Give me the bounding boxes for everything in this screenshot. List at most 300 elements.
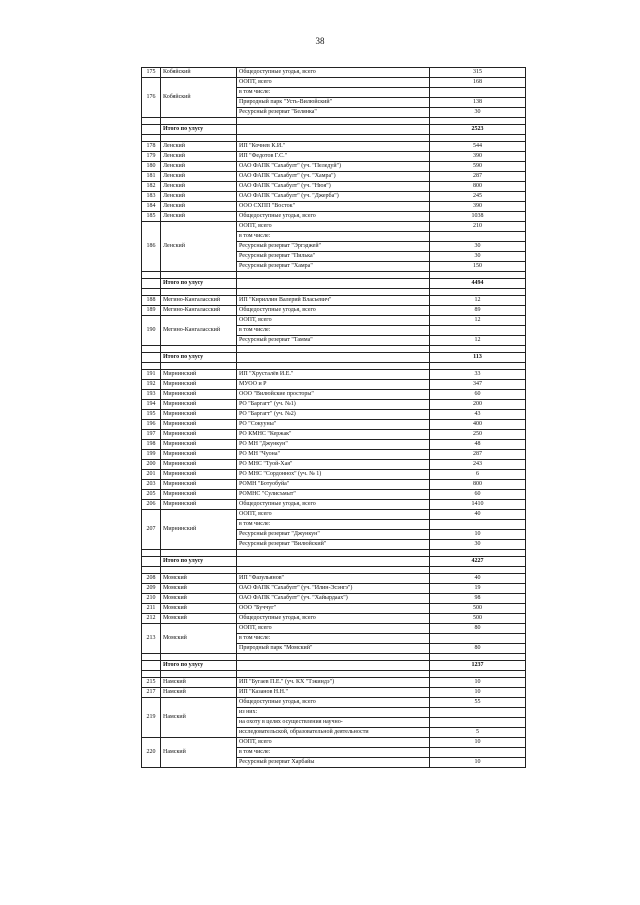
- owner-cell: Общедоступные угодья, всего: [237, 306, 430, 316]
- area-cell: 30: [430, 108, 526, 118]
- table-row: [142, 182, 526, 192]
- empty-cell: [161, 135, 237, 142]
- owner-cell: ОАО ФАПК "Сахабулт" (уч. "Илин-Эсэнгэ"): [237, 584, 430, 594]
- district-cell: Намский: [161, 688, 237, 698]
- empty-cell: [237, 671, 430, 678]
- owner-cell: ООПТ, всего: [237, 78, 430, 88]
- table-row: [142, 400, 526, 410]
- table-row: [142, 162, 526, 172]
- table-row: [142, 370, 526, 380]
- owner-cell: РО МНС "Сордоннох" (уч. № 1): [237, 470, 430, 480]
- district-cell: Ленский: [161, 152, 237, 162]
- row-number: 193: [142, 390, 161, 400]
- empty-cell: [161, 346, 237, 353]
- empty-cell: [237, 118, 430, 125]
- row-number: 199: [142, 450, 161, 460]
- row-number: 182: [142, 182, 161, 192]
- area-cell: 500: [430, 614, 526, 624]
- total-row: [142, 557, 526, 567]
- total-row: [142, 279, 526, 289]
- table-row: [142, 390, 526, 400]
- owner-cell: в том числе:: [237, 634, 430, 644]
- row-number: 191: [142, 370, 161, 380]
- spacer-row: [142, 118, 526, 125]
- empty-cell: [430, 118, 526, 125]
- empty-cell: [430, 654, 526, 661]
- row-number: 205: [142, 490, 161, 500]
- area-cell: [430, 520, 526, 530]
- area-cell: 243: [430, 460, 526, 470]
- area-cell: 10: [430, 758, 526, 768]
- row-number: 203: [142, 480, 161, 490]
- owner-cell: ИП "Хрусталёв И.Е.": [237, 370, 430, 380]
- row-number: 188: [142, 296, 161, 306]
- empty-cell: [237, 654, 430, 661]
- spacer-row: [142, 363, 526, 370]
- district-cell: Мегино-Кангаласский: [161, 306, 237, 316]
- table-row: [142, 678, 526, 688]
- table-row: [142, 584, 526, 594]
- district-cell: Ленский: [161, 212, 237, 222]
- row-number: 210: [142, 594, 161, 604]
- row-number: 201: [142, 470, 161, 480]
- empty-cell: [237, 353, 430, 363]
- row-number: 180: [142, 162, 161, 172]
- row-number: 212: [142, 614, 161, 624]
- row-number: 200: [142, 460, 161, 470]
- owner-cell: РО КМНС "Кержак": [237, 430, 430, 440]
- empty-cell: [142, 557, 161, 567]
- empty-cell: [142, 118, 161, 125]
- row-number: 185: [142, 212, 161, 222]
- empty-cell: [161, 567, 237, 574]
- district-cell: Мирнинский: [161, 380, 237, 390]
- owner-cell: ООПТ, всего: [237, 738, 430, 748]
- area-cell: 40: [430, 510, 526, 520]
- owner-cell: Общедоступные угодья, всего: [237, 500, 430, 510]
- spacer-row: [142, 671, 526, 678]
- row-number: 209: [142, 584, 161, 594]
- owner-cell: Ресурсный резерват "Тамма": [237, 336, 430, 346]
- row-number: 175: [142, 68, 161, 78]
- owner-cell: в том числе:: [237, 520, 430, 530]
- owner-cell: исследовательской, образовательной деятельности: [237, 728, 430, 738]
- area-cell: 6: [430, 470, 526, 480]
- area-cell: 19: [430, 584, 526, 594]
- empty-cell: [237, 279, 430, 289]
- owner-cell: Ресурсный резерват "Пилька": [237, 252, 430, 262]
- row-number: 184: [142, 202, 161, 212]
- owner-cell: в том числе:: [237, 748, 430, 758]
- table-row: [142, 470, 526, 480]
- table-row: [142, 460, 526, 470]
- area-cell: 287: [430, 172, 526, 182]
- empty-cell: [142, 353, 161, 363]
- table-row: [142, 624, 526, 634]
- district-cell: Мирнинский: [161, 490, 237, 500]
- row-number: 220: [142, 738, 161, 768]
- area-cell: 150: [430, 262, 526, 272]
- owner-cell: Ресурсный резерват "Эргэджей": [237, 242, 430, 252]
- area-cell: 80: [430, 644, 526, 654]
- district-cell: Мирнинский: [161, 440, 237, 450]
- table-row: [142, 222, 526, 232]
- district-cell: Мирнинский: [161, 500, 237, 510]
- empty-cell: [161, 289, 237, 296]
- row-number: 179: [142, 152, 161, 162]
- total-row: [142, 125, 526, 135]
- district-cell: Момский: [161, 624, 237, 654]
- district-cell: Мирнинский: [161, 470, 237, 480]
- total-value: 4494: [430, 279, 526, 289]
- table-row: [142, 420, 526, 430]
- total-value: 1237: [430, 661, 526, 671]
- area-cell: 245: [430, 192, 526, 202]
- empty-cell: [142, 289, 161, 296]
- spacer-row: [142, 135, 526, 142]
- total-label: Итого по улусу: [161, 279, 237, 289]
- empty-cell: [161, 363, 237, 370]
- area-cell: 590: [430, 162, 526, 172]
- district-cell: Мирнинский: [161, 370, 237, 380]
- area-cell: [430, 748, 526, 758]
- area-cell: 800: [430, 480, 526, 490]
- area-cell: 1410: [430, 500, 526, 510]
- district-cell: Мегино-Кангаласский: [161, 316, 237, 346]
- empty-cell: [430, 272, 526, 279]
- area-cell: 500: [430, 604, 526, 614]
- table-row: [142, 152, 526, 162]
- row-number: 195: [142, 410, 161, 420]
- table-row: [142, 688, 526, 698]
- owner-cell: РО МН "Чуона": [237, 450, 430, 460]
- district-cell: Кобяйский: [161, 78, 237, 118]
- district-cell: Момский: [161, 604, 237, 614]
- table-row: [142, 510, 526, 520]
- area-cell: [430, 634, 526, 644]
- district-cell: Мирнинский: [161, 410, 237, 420]
- owner-cell: ООО СХПП "Восток": [237, 202, 430, 212]
- row-number: 176: [142, 78, 161, 118]
- area-cell: 138: [430, 98, 526, 108]
- table-row: [142, 202, 526, 212]
- area-cell: [430, 88, 526, 98]
- owner-cell: ИП "Бугаев П.Е." (уч. КХ "Тэкиндэ"): [237, 678, 430, 688]
- table-row: [142, 738, 526, 748]
- empty-cell: [142, 671, 161, 678]
- owner-cell: Ресурсный резерват "Вилюйский": [237, 540, 430, 550]
- area-cell: 98: [430, 594, 526, 604]
- owner-cell: ООПТ, всего: [237, 510, 430, 520]
- empty-cell: [142, 567, 161, 574]
- row-number: 219: [142, 698, 161, 738]
- district-cell: Момский: [161, 614, 237, 624]
- owner-cell: РО "Сокууны": [237, 420, 430, 430]
- table-row: [142, 614, 526, 624]
- owner-cell: ОАО ФАПК "Сахабулт" (уч. "Хамра"): [237, 172, 430, 182]
- district-cell: Мирнинский: [161, 390, 237, 400]
- area-cell: 390: [430, 202, 526, 212]
- empty-cell: [142, 661, 161, 671]
- table-row: [142, 440, 526, 450]
- area-cell: 10: [430, 678, 526, 688]
- empty-cell: [237, 661, 430, 671]
- spacer-row: [142, 346, 526, 353]
- row-number: 196: [142, 420, 161, 430]
- empty-cell: [142, 654, 161, 661]
- total-value: 4227: [430, 557, 526, 567]
- total-label: Итого по улусу: [161, 661, 237, 671]
- area-cell: 12: [430, 316, 526, 326]
- area-cell: 60: [430, 490, 526, 500]
- district-cell: Момский: [161, 574, 237, 584]
- owner-cell: ООО "Вилюйские просторы": [237, 390, 430, 400]
- area-cell: 400: [430, 420, 526, 430]
- area-cell: 10: [430, 688, 526, 698]
- table-row: [142, 594, 526, 604]
- empty-cell: [161, 671, 237, 678]
- area-cell: 200: [430, 400, 526, 410]
- empty-cell: [430, 135, 526, 142]
- area-cell: [430, 708, 526, 718]
- owner-cell: Общедоступные угодья, всего: [237, 68, 430, 78]
- owner-cell: ООПТ, всего: [237, 222, 430, 232]
- area-cell: 30: [430, 252, 526, 262]
- area-cell: [430, 232, 526, 242]
- row-number: 206: [142, 500, 161, 510]
- empty-cell: [142, 279, 161, 289]
- empty-cell: [237, 567, 430, 574]
- hunting-grounds-table: [141, 67, 526, 768]
- owner-cell: на охоту в целях осуществления научно-: [237, 718, 430, 728]
- owner-cell: ОАО ФАПК "Сахабулт" (уч. "Пеледуй"): [237, 162, 430, 172]
- empty-cell: [237, 125, 430, 135]
- empty-cell: [430, 346, 526, 353]
- empty-cell: [142, 125, 161, 135]
- table-row: [142, 410, 526, 420]
- owner-cell: Общедоступные угодья, всего: [237, 614, 430, 624]
- district-cell: Ленский: [161, 162, 237, 172]
- total-label: Итого по улусу: [161, 353, 237, 363]
- empty-cell: [142, 272, 161, 279]
- district-cell: Ленский: [161, 172, 237, 182]
- area-cell: 12: [430, 336, 526, 346]
- owner-cell: РО МН "Джункун": [237, 440, 430, 450]
- area-cell: 33: [430, 370, 526, 380]
- area-cell: 89: [430, 306, 526, 316]
- owner-cell: в том числе:: [237, 88, 430, 98]
- district-cell: Ленский: [161, 192, 237, 202]
- row-number: 178: [142, 142, 161, 152]
- empty-cell: [237, 346, 430, 353]
- table-row: [142, 296, 526, 306]
- district-cell: Ленский: [161, 202, 237, 212]
- table-row: [142, 306, 526, 316]
- table-row: [142, 480, 526, 490]
- owner-cell: ОАО ФАПК "Сахабулт" (уч. "Джерба"): [237, 192, 430, 202]
- empty-cell: [161, 550, 237, 557]
- empty-cell: [237, 363, 430, 370]
- row-number: 198: [142, 440, 161, 450]
- empty-cell: [142, 346, 161, 353]
- owner-cell: ИП "Федотов Г.С.": [237, 152, 430, 162]
- row-number: 190: [142, 316, 161, 346]
- page-number: 38: [315, 36, 325, 46]
- table-row: [142, 78, 526, 88]
- owner-cell: РОМНС "Сулисъмыт": [237, 490, 430, 500]
- empty-cell: [161, 272, 237, 279]
- spacer-row: [142, 272, 526, 279]
- total-value: 113: [430, 353, 526, 363]
- owner-cell: ОАО ФАПК "Сахабулт" (уч. "Нюя"): [237, 182, 430, 192]
- owner-cell: ОАО ФАПК "Сахабулт" (уч. "Хайырдаах"): [237, 594, 430, 604]
- district-cell: Намский: [161, 738, 237, 768]
- empty-cell: [237, 557, 430, 567]
- area-cell: 5: [430, 728, 526, 738]
- area-cell: 43: [430, 410, 526, 420]
- area-cell: 12: [430, 296, 526, 306]
- total-value: 2523: [430, 125, 526, 135]
- row-number: 192: [142, 380, 161, 390]
- total-label: Итого по улусу: [161, 557, 237, 567]
- area-cell: 210: [430, 222, 526, 232]
- owner-cell: из них:: [237, 708, 430, 718]
- district-cell: Момский: [161, 584, 237, 594]
- area-cell: [430, 718, 526, 728]
- owner-cell: ООПТ, всего: [237, 624, 430, 634]
- area-cell: 250: [430, 430, 526, 440]
- spacer-row: [142, 550, 526, 557]
- empty-cell: [237, 135, 430, 142]
- empty-cell: [142, 363, 161, 370]
- district-cell: Ленский: [161, 142, 237, 152]
- empty-cell: [142, 135, 161, 142]
- owner-cell: в том числе:: [237, 326, 430, 336]
- table-row: [142, 574, 526, 584]
- empty-cell: [161, 654, 237, 661]
- area-cell: 80: [430, 624, 526, 634]
- spacer-row: [142, 567, 526, 574]
- empty-cell: [142, 550, 161, 557]
- owner-cell: в том числе:: [237, 232, 430, 242]
- district-cell: Мегино-Кангаласский: [161, 296, 237, 306]
- table-row: [142, 212, 526, 222]
- district-cell: Мирнинский: [161, 480, 237, 490]
- owner-cell: ИП "Казанов Н.Н.": [237, 688, 430, 698]
- district-cell: Намский: [161, 678, 237, 688]
- table-row: [142, 490, 526, 500]
- district-cell: Мирнинский: [161, 510, 237, 550]
- empty-cell: [430, 550, 526, 557]
- area-cell: [430, 326, 526, 336]
- owner-cell: МУОО и Р: [237, 380, 430, 390]
- area-cell: 544: [430, 142, 526, 152]
- area-cell: 347: [430, 380, 526, 390]
- owner-cell: Природный парк "Усть-Вилюйский": [237, 98, 430, 108]
- area-cell: 10: [430, 738, 526, 748]
- area-cell: 287: [430, 450, 526, 460]
- district-cell: Намский: [161, 698, 237, 738]
- row-number: 189: [142, 306, 161, 316]
- row-number: 207: [142, 510, 161, 550]
- table-row: [142, 142, 526, 152]
- district-cell: Момский: [161, 594, 237, 604]
- owner-cell: РО МНС "Туой-Хая": [237, 460, 430, 470]
- empty-cell: [430, 567, 526, 574]
- area-cell: 40: [430, 574, 526, 584]
- row-number: 186: [142, 222, 161, 272]
- empty-cell: [237, 550, 430, 557]
- row-number: 215: [142, 678, 161, 688]
- spacer-row: [142, 289, 526, 296]
- row-number: 213: [142, 624, 161, 654]
- table-row: [142, 698, 526, 708]
- empty-cell: [237, 272, 430, 279]
- empty-cell: [237, 289, 430, 296]
- table-row: [142, 430, 526, 440]
- table-row: [142, 192, 526, 202]
- owner-cell: ИП "Кириллин Валерий Власьевич": [237, 296, 430, 306]
- district-cell: Ленский: [161, 222, 237, 272]
- owner-cell: РО "Баргагт" (уч. №1): [237, 400, 430, 410]
- owner-cell: Общедоступные угодья, всего: [237, 698, 430, 708]
- total-row: [142, 353, 526, 363]
- table-row: [142, 450, 526, 460]
- row-number: 217: [142, 688, 161, 698]
- owner-cell: Общедоступные угодья, всего: [237, 212, 430, 222]
- area-cell: 168: [430, 78, 526, 88]
- area-cell: 1038: [430, 212, 526, 222]
- owner-cell: Ресурсный резерват Харбайы: [237, 758, 430, 768]
- total-row: [142, 661, 526, 671]
- owner-cell: Ресурсный резерват "Белянка": [237, 108, 430, 118]
- area-cell: 10: [430, 530, 526, 540]
- table-row: [142, 380, 526, 390]
- empty-cell: [161, 118, 237, 125]
- table-row: [142, 172, 526, 182]
- empty-cell: [430, 363, 526, 370]
- owner-cell: РО "Баргагт" (уч. №2): [237, 410, 430, 420]
- area-cell: 55: [430, 698, 526, 708]
- district-cell: Мирнинский: [161, 460, 237, 470]
- row-number: 181: [142, 172, 161, 182]
- owner-cell: Ресурсный резерват "Хамра": [237, 262, 430, 272]
- area-cell: 30: [430, 540, 526, 550]
- empty-cell: [430, 289, 526, 296]
- area-cell: 48: [430, 440, 526, 450]
- row-number: 197: [142, 430, 161, 440]
- spacer-row: [142, 654, 526, 661]
- district-cell: Мирнинский: [161, 400, 237, 410]
- empty-cell: [430, 671, 526, 678]
- table-row: [142, 500, 526, 510]
- row-number: 183: [142, 192, 161, 202]
- row-number: 208: [142, 574, 161, 584]
- district-cell: Мирнинский: [161, 430, 237, 440]
- total-label: Итого по улусу: [161, 125, 237, 135]
- row-number: 211: [142, 604, 161, 614]
- district-cell: Мирнинский: [161, 450, 237, 460]
- table-row: [142, 604, 526, 614]
- owner-cell: Природный парк "Момский": [237, 644, 430, 654]
- area-cell: 315: [430, 68, 526, 78]
- owner-cell: Ресурсный резерват "Джункун": [237, 530, 430, 540]
- owner-cell: ООПТ, всего: [237, 316, 430, 326]
- area-cell: 800: [430, 182, 526, 192]
- area-cell: 390: [430, 152, 526, 162]
- table-row: [142, 68, 526, 78]
- owner-cell: ООО "Буччуг": [237, 604, 430, 614]
